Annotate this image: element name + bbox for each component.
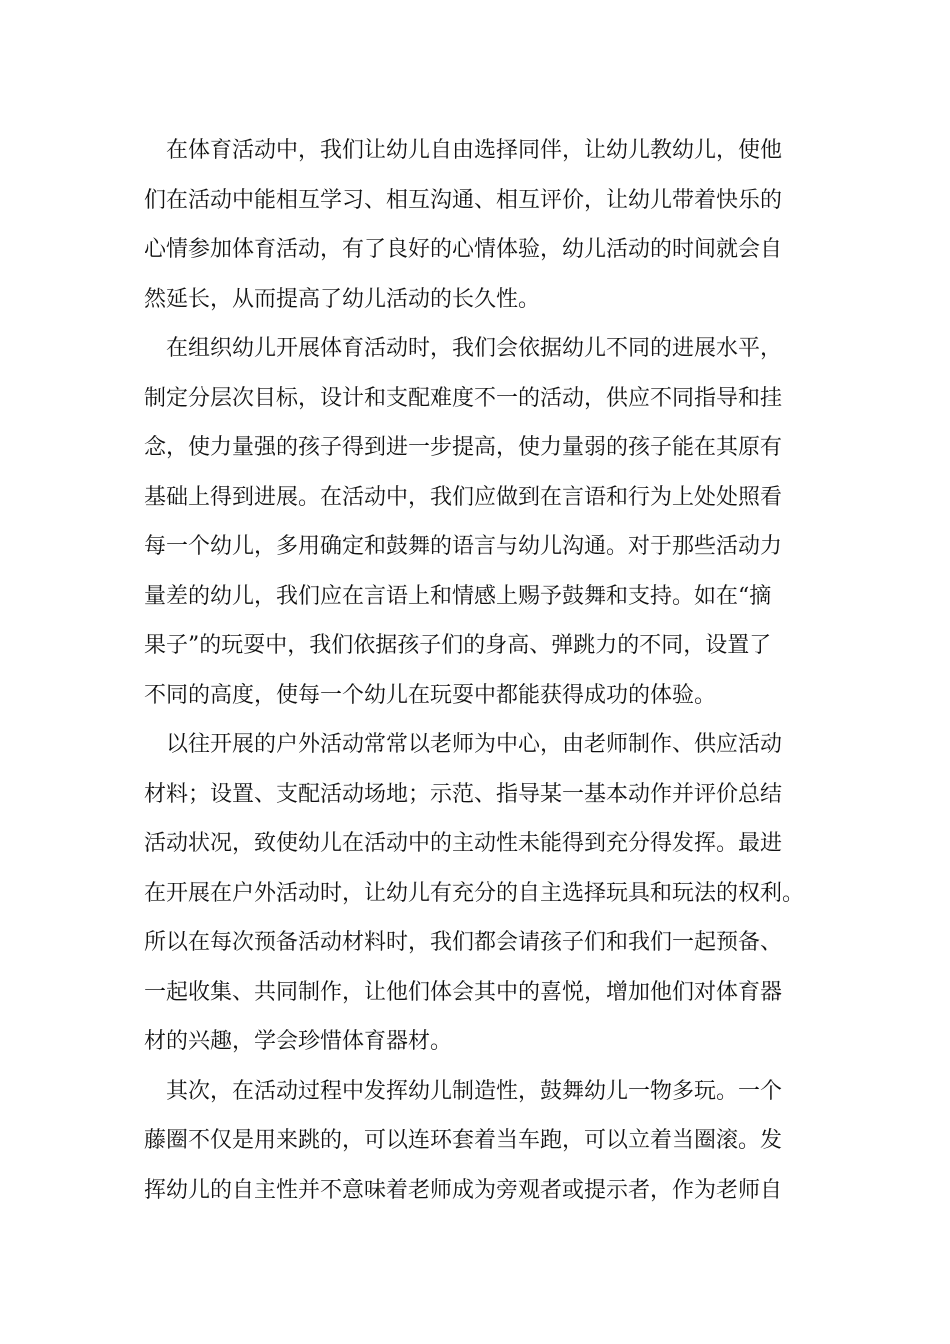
text-line: 制定分层次目标，设计和支配难度不一的活动，供应不同指导和挂	[144, 385, 783, 411]
text-line: 在组织幼儿开展体育活动时，我们会依据幼儿不同的进展水平，	[166, 336, 783, 361]
paragraph-1	[144, 126, 824, 324]
text-line: 不同的高度，使每一个幼儿在玩耍中都能获得成功的体验。	[144, 682, 717, 708]
paragraph-4	[144, 1067, 824, 1216]
text-line: 们在活动中能相互学习、相互沟通、相互评价，让幼儿带着快乐的	[144, 187, 783, 213]
text-line: 心情参加体育活动，有了良好的心情体验，幼儿活动的时间就会自	[144, 237, 783, 262]
text-line: 一起收集、共同制作，让他们体会其中的喜悦，增加他们对体育器	[144, 979, 783, 1005]
text-line: 念，使力量强的孩子得到进一步提高，使力量弱的孩子能在其原有	[144, 435, 783, 460]
text-line: 所以在每次预备活动材料时，我们都会请孩子们和我们一起预备、	[144, 930, 783, 955]
paragraph-3	[144, 720, 824, 1067]
text-line: 活动状况，致使幼儿在活动中的主动性未能得到充分得发挥。最进	[144, 831, 783, 856]
text-line: 以往开展的户外活动常常以老师为中心，由老师制作、供应活动	[166, 732, 783, 757]
text-line: 在体育活动中，我们让幼儿自由选择同伴，让幼儿教幼儿，使他	[166, 138, 783, 163]
text-line: 基础上得到进展。在活动中，我们应做到在言语和行为上处处照看	[144, 484, 783, 510]
text-line: 果子”的玩耍中，我们依据孩子们的身高、弹跳力的不同，设置了	[144, 633, 772, 658]
text-line: 挥幼儿的自主性并不意味着老师成为旁观者或提示者，作为老师自	[144, 1177, 783, 1203]
text-line: 然延长，从而提高了幼儿活动的长久性。	[144, 286, 541, 312]
text-line: 量差的幼儿，我们应在言语上和情感上赐予鼓舞和支持。如在“摘	[144, 583, 772, 609]
text-line: 每一个幼儿，多用确定和鼓舞的语言与幼儿沟通。对于那些活动力	[144, 534, 783, 559]
text-line: 在开展在户外活动时，让幼儿有充分的自主选择玩具和玩法的权利。	[144, 880, 805, 906]
text-line: 其次，在活动过程中发挥幼儿制造性，鼓舞幼儿一物多玩。一个	[166, 1078, 783, 1104]
text-line: 材的兴趣，学会珍惜体育器材。	[144, 1029, 453, 1054]
text-line: 材料；设置、支配活动场地；示范、指导某一基本动作并评价总结	[144, 781, 783, 807]
paragraph-2	[144, 324, 824, 720]
text-line: 藤圈不仅是用来跳的，可以连环套着当车跑，可以立着当圈滚。发	[144, 1128, 783, 1153]
document-body	[144, 126, 824, 1215]
